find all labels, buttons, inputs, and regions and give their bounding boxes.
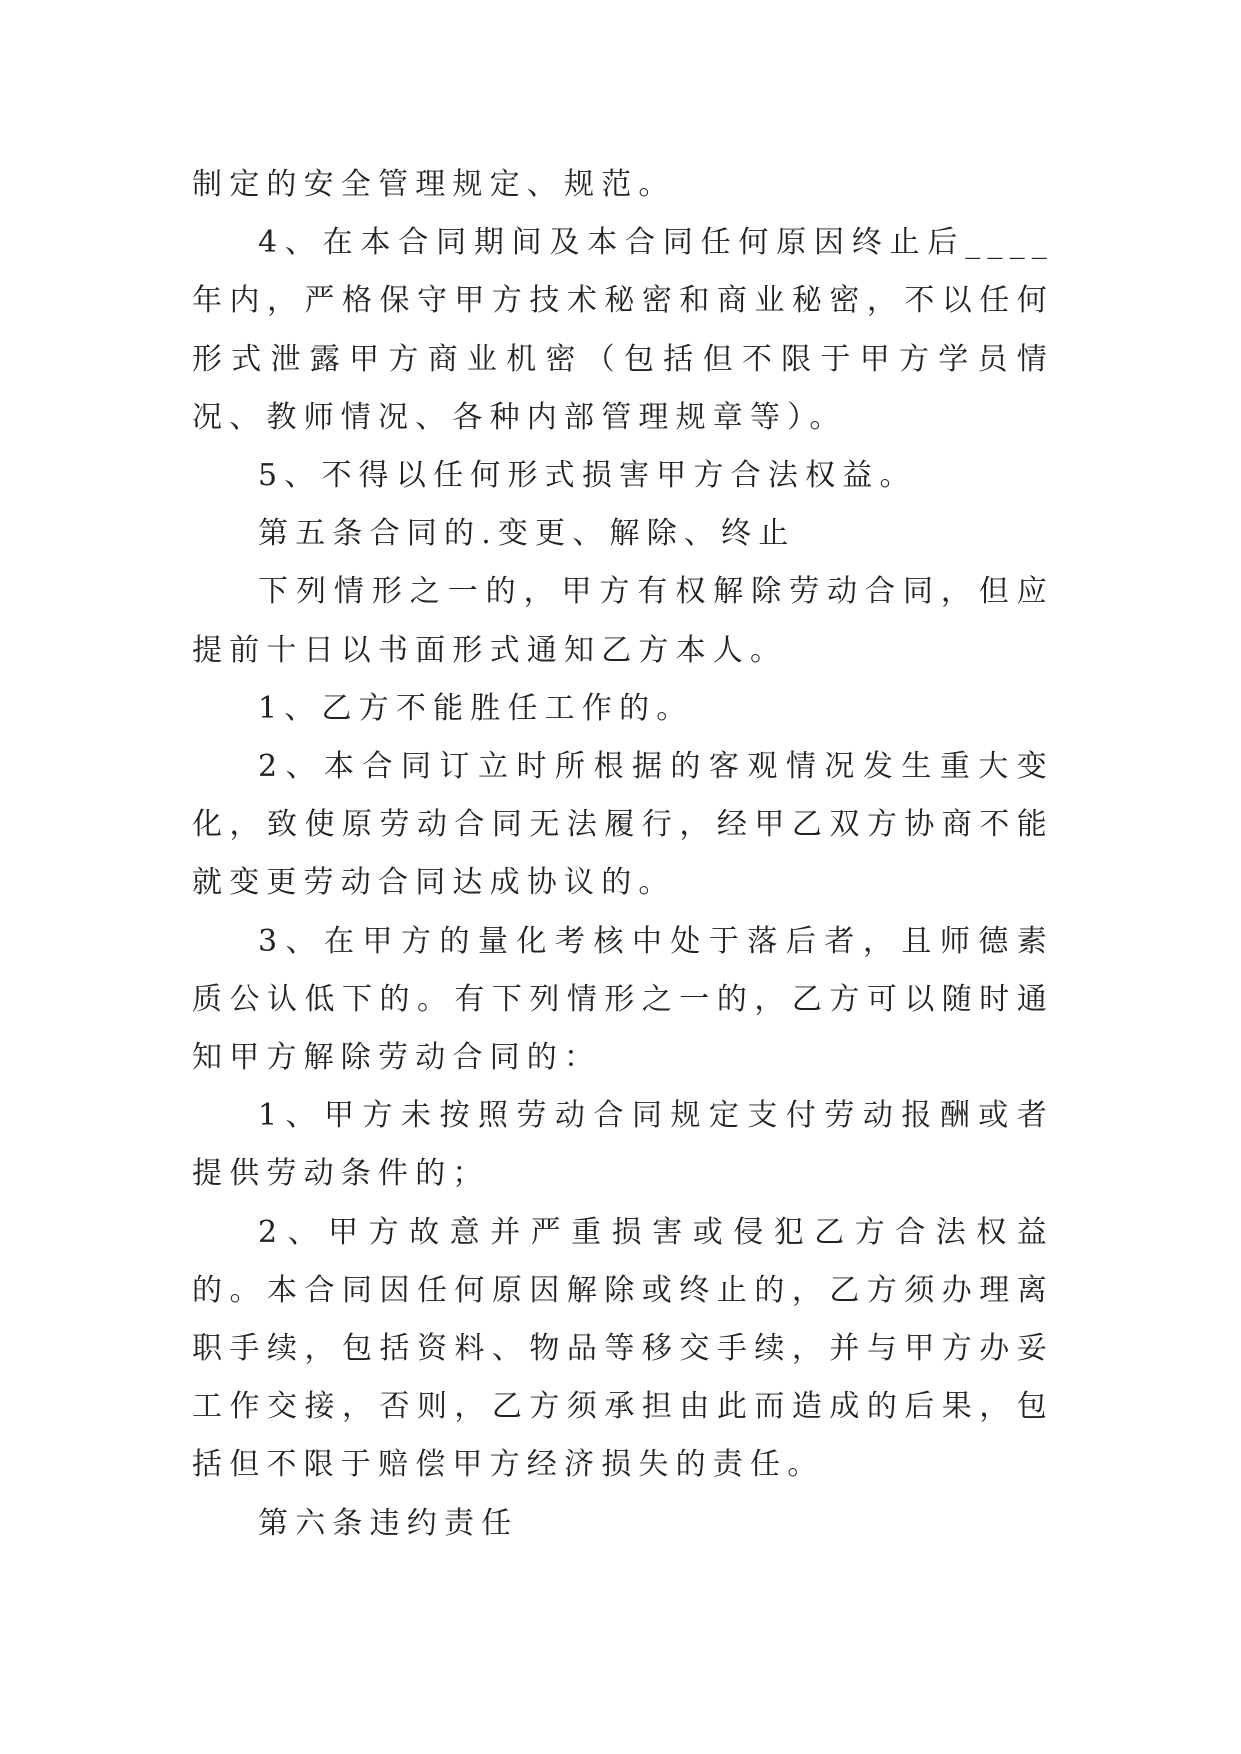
paragraph-no-harm-clause: 5、不得以任何形式损害甲方合法权益。: [258, 458, 917, 494]
paragraph-employee-termination-item-1: 1、甲方未按照劳动合同规定支付劳动报酬或者提供劳动条件的；: [192, 1098, 1054, 1192]
section-heading-article-5: 第五条合同的.变更、解除、终止: [258, 516, 796, 552]
paragraph-employer-termination-intro: 下列情形之一的，甲方有权解除劳动合同，但应提前十日以书面形式通知乙方本人。: [192, 574, 1054, 668]
paragraph-employer-termination-item-1: 1、乙方不能胜任工作的。: [258, 690, 694, 726]
paragraph-employer-termination-item-3: 3、在甲方的量化考核中处于落后者，且师德素质公认低下的。有下列情形之一的，乙方可以随时通知甲方解除劳动合同的：: [192, 923, 1054, 1076]
paragraph-employer-termination-item-2: 2、本合同订立时所根据的客观情况发生重大变化，致使原劳动合同无法履行，经甲乙双方协商不能就变更劳动合同达成协议的。: [192, 749, 1054, 901]
paragraph-employee-termination-item-2: 2、甲方故意并严重损害或侵犯乙方合法权益的。本合同因任何原因解除或终止的，乙方须办理离职手续，包括资料、物品等移交手续，并与甲方办妥工作交接，否则，乙方须承担由此而造成的后果，包括但不限于赔偿甲方经济损失的责任。: [192, 1214, 1054, 1483]
section-heading-article-6: 第六条违约责任: [258, 1505, 519, 1541]
paragraph-safety-rules-end: 制定的安全管理规定、规范。: [192, 167, 676, 202]
document-body: [192, 156, 1054, 1553]
paragraph-confidentiality-clause: 4、在本合同期间及本合同任何原因终止后____年内，严格保守甲方技术秘密和商业秘密，不以任何形式泄露甲方商业机密（包括但不限于甲方学员情况、教师情况、各种内部管理规章等）。: [192, 225, 1054, 435]
